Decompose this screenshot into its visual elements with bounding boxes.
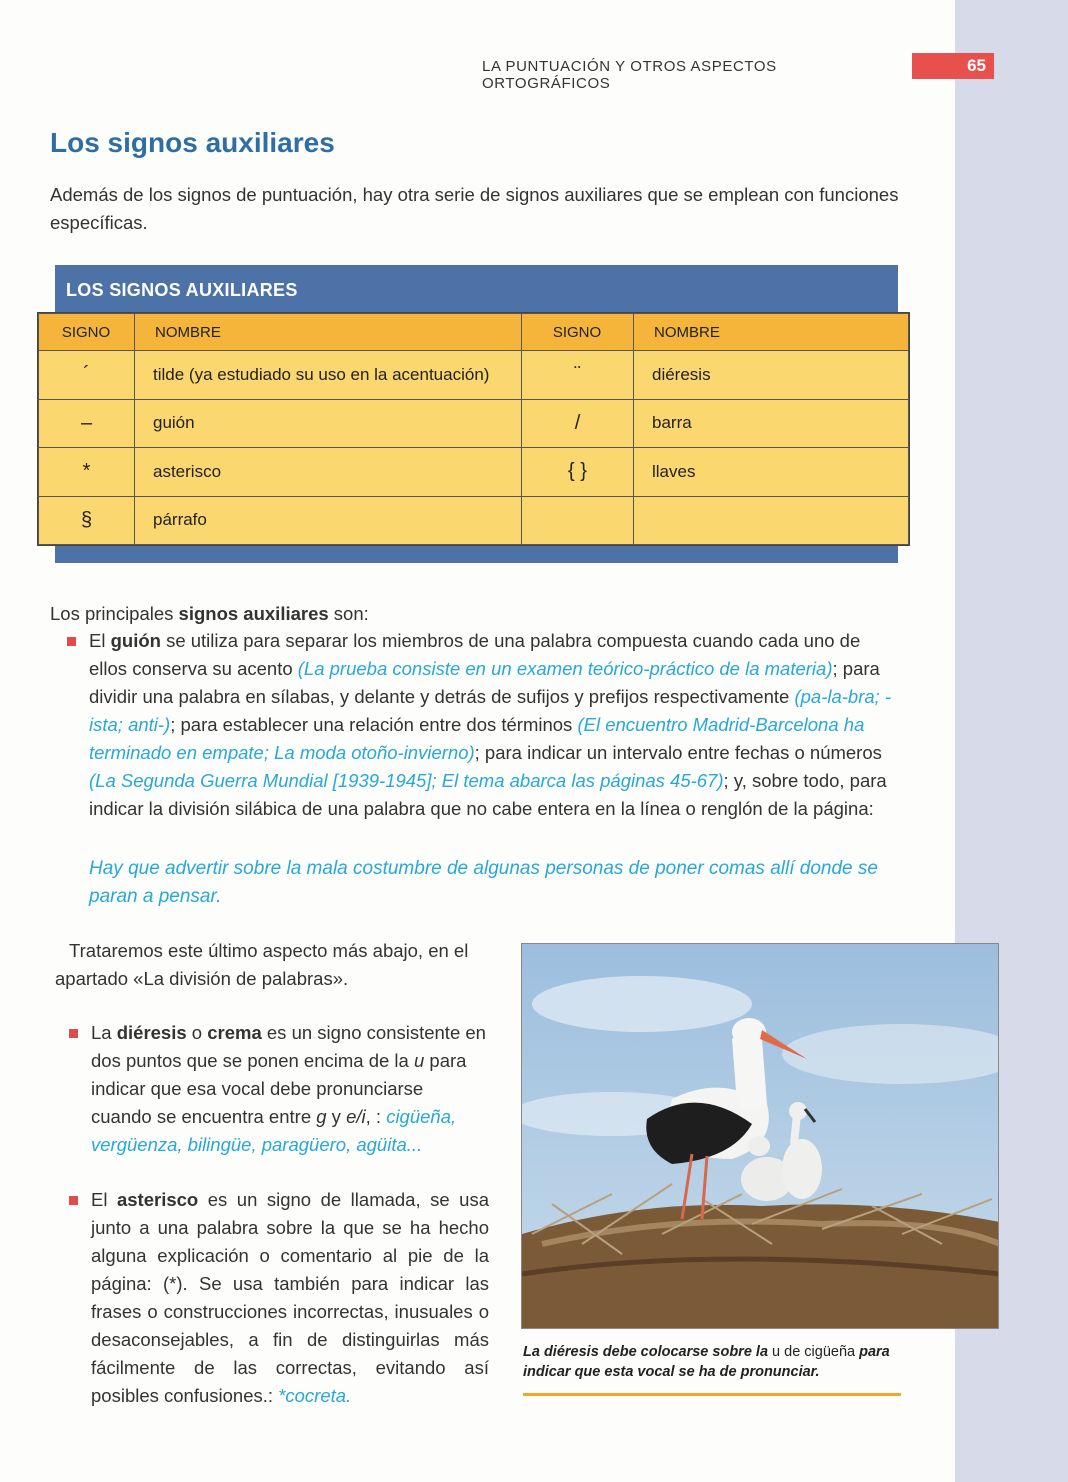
- example-text: (La prueba consiste en un examen teórico-práctico de la materia): [297, 658, 833, 679]
- table-title: LOS SIGNOS AUXILIARES: [66, 280, 298, 300]
- keyword: asterisco: [116, 1189, 199, 1210]
- header-signo: SIGNO: [522, 314, 634, 351]
- table-row: [39, 399, 909, 448]
- sign-cell: /: [522, 399, 634, 448]
- name-cell: llaves: [634, 448, 909, 497]
- bullet-square-icon: [69, 1029, 78, 1038]
- name-cell: barra: [634, 399, 909, 448]
- sign-cell: *: [39, 448, 135, 497]
- trataremos-paragraph: Trataremos este último aspecto más abajo, en el apartado «La división de palabras».: [55, 940, 469, 989]
- photo-caption: La diéresis debe colocarse sobre la u de cigüeña para indicar que esta vocal se ha de pronunciar.: [523, 1344, 890, 1380]
- bullet-dieresis: La diéresis o crema es un signo consistente en dos puntos que se ponen encima de la u para indicar que esa vocal debe pronunciarse cuando se encuentra entre g y e/i, : cigüeña, vergüenza, bilingüe, paragüero, agüita...: [91, 1019, 489, 1159]
- name-cell: asterisco: [135, 448, 522, 497]
- example-text: (pa-la-bra; -ista; anti-): [89, 686, 892, 735]
- principales-line: Los principales signos auxiliares son:: [50, 603, 369, 624]
- running-header: LA PUNTUACIÓN Y OTROS ASPECTOS ORTOGRÁFICOS: [482, 58, 777, 92]
- example-text: (La Segunda Guerra Mundial [1939-1945]; El tema abarca las páginas 45-67): [89, 770, 724, 791]
- bullet-guion: El guión se utiliza para separar los miembros de una palabra compuesta cuando cada uno de ellos conserva su acento (La prueba consiste en un examen teórico-práctico de la materia); para dividir una palabra en sílabas, y delante y detrás de sufijos y prefijos respectivamente (pa-la-bra; -ista; anti-); para establecer una relación entre dos términos (El encuentro Madrid-Barcelona ha terminado en empate; La moda otoño-invierno); para indicar un intervalo entre fechas o números (La Segunda Guerra Mundial [1939-1945]; El tema abarca las páginas 45-67); y, sobre todo, para indicar la división silábica de una palabra que no cabe entera en la línea o renglón de la página:: [89, 627, 899, 823]
- table-header-row: [39, 314, 909, 351]
- keyword: guión: [110, 630, 161, 651]
- name-cell: párrafo: [135, 496, 522, 545]
- sign-cell: { }: [522, 448, 634, 497]
- example-text: *cocreta.: [278, 1385, 352, 1406]
- signs-table: [37, 312, 910, 546]
- table-row: [39, 351, 909, 400]
- header-nombre: NOMBRE: [634, 314, 909, 351]
- bullet-square-icon: [67, 637, 76, 646]
- keyword: signos auxiliares: [178, 603, 329, 624]
- sign-cell: –: [39, 399, 135, 448]
- sign-cell: [522, 496, 634, 545]
- sign-cell: ¨: [522, 351, 634, 400]
- page-number: 65: [912, 53, 994, 79]
- example-text: cigüeña, vergüenza, bilingüe, paragüero, agüita...: [91, 1106, 457, 1155]
- keyword: crema: [207, 1022, 262, 1043]
- bullet-asterisco: El asterisco es un signo de llamada, se usa junto a una palabra sobre la que se ha hecho alguna explicación o comentario al pie de la página: (*). Se usa también para indicar las frases o construcciones incorrectas, inusuales o desaconsejables, a fin de distinguirlas más fácilmente de las correctas, evitando así posibles confusiones.: *cocreta.: [91, 1186, 489, 1410]
- header-nombre: NOMBRE: [135, 314, 522, 351]
- sign-cell: ´: [39, 351, 135, 400]
- table-row: [39, 496, 909, 545]
- intro-paragraph: Además de los signos de puntuación, hay otra serie de signos auxiliares que se emplean con funciones específicas.: [50, 184, 899, 233]
- keyword: diéresis: [116, 1022, 187, 1043]
- caption-rule: [523, 1393, 901, 1396]
- stork-nest-photo: [521, 943, 999, 1329]
- sign-cell: §: [39, 496, 135, 545]
- name-cell: diéresis: [634, 351, 909, 400]
- name-cell: guión: [135, 399, 522, 448]
- table-row: [39, 448, 909, 497]
- example-text: (El encuentro Madrid-Barcelona ha terminado en empate; La moda otoño-invierno): [89, 714, 865, 763]
- header-signo: SIGNO: [39, 314, 135, 351]
- name-cell: tilde (ya estudiado su uso en la acentuación): [135, 351, 522, 400]
- bullet-square-icon: [69, 1196, 78, 1205]
- name-cell: [634, 496, 909, 545]
- section-title: Los signos auxiliares: [50, 127, 335, 158]
- example-sentence: Hay que advertir sobre la mala costumbre de algunas personas de poner comas allí donde se paran a pensar.: [89, 858, 878, 907]
